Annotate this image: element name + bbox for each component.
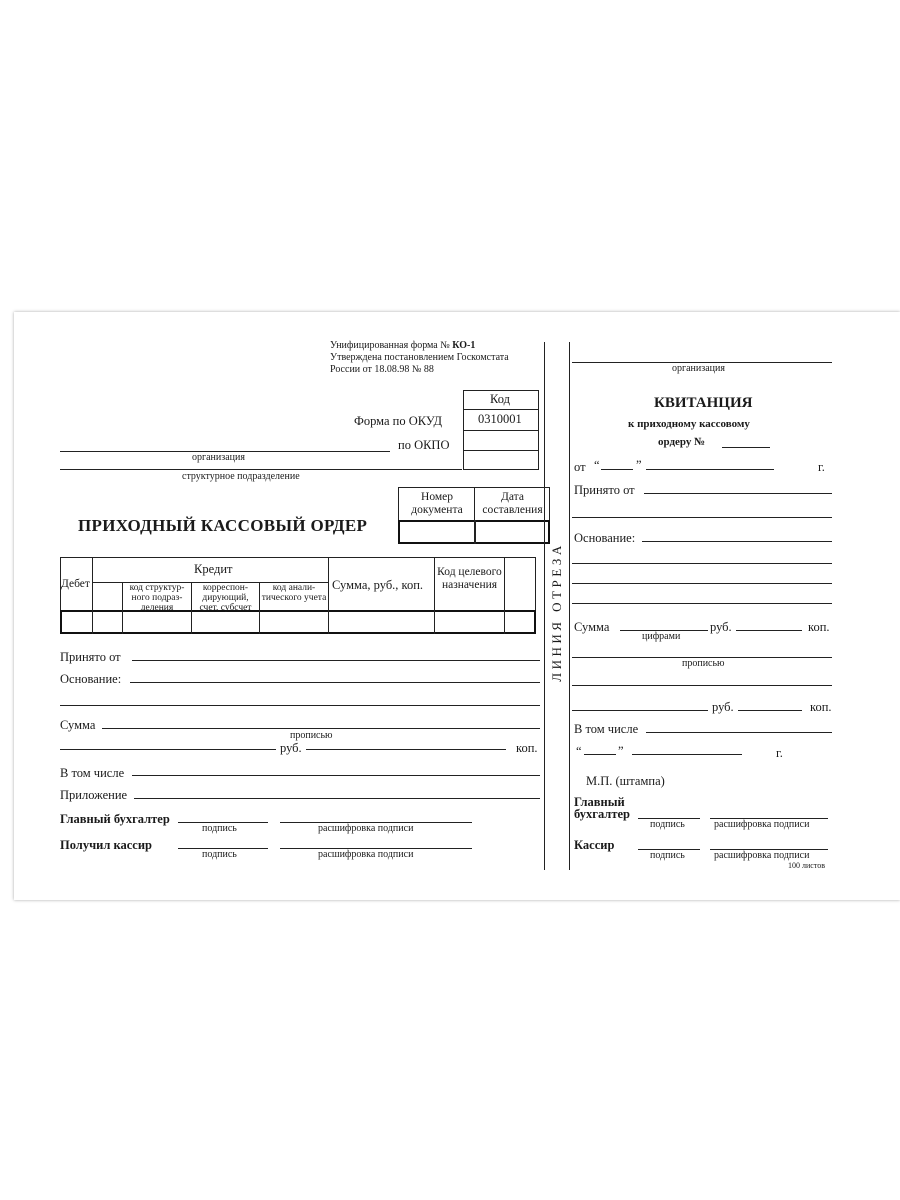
receipt-month-field[interactable]: [646, 469, 774, 470]
receipt-quote-close: ”: [636, 458, 642, 472]
amount-words-field[interactable]: [102, 728, 540, 729]
okud-label: Форма по ОКУД: [354, 414, 442, 428]
receipt-signature-decode-caption: расшифровка подписи: [714, 850, 810, 861]
debit-header: Дебет: [61, 578, 90, 590]
cut-line-left: [544, 342, 545, 870]
credit-header: Кредит: [194, 562, 233, 576]
receipt-from-label: от: [574, 460, 586, 474]
rub-label: руб.: [280, 741, 302, 755]
receipt-amount-words-field-2[interactable]: [572, 685, 832, 686]
receipt-chief-accountant-label: Главный бухгалтер: [574, 795, 630, 821]
receipt-signature-decode-caption: расшифровка подписи: [714, 819, 810, 830]
receipt-quote-close-2: ”: [618, 744, 624, 758]
basis-field-2[interactable]: [60, 705, 540, 706]
receipt-including-field[interactable]: [646, 732, 832, 733]
credit-sub-structural: код структур-ного подраз-деления: [129, 583, 185, 613]
form-code-line: Унифицированная форма № КО-1: [330, 340, 476, 351]
receipt-basis-field-2[interactable]: [572, 563, 832, 564]
form-sheet: [14, 312, 900, 900]
receipt-basis-field[interactable]: [642, 541, 832, 542]
receipt-cashier-label: Кассир: [574, 838, 615, 852]
code-header: Код: [490, 392, 510, 406]
okpo-label: по ОКПО: [398, 438, 450, 452]
receipt-kop-label-2: коп.: [810, 700, 832, 714]
cut-line-right: [569, 342, 570, 870]
chief-accountant-label: Главный бухгалтер: [60, 812, 170, 826]
receipt-rub-label: руб.: [710, 620, 732, 634]
credit-sub-account: корреспон-дирующий, счет, субсчет: [199, 583, 252, 613]
receipt-organization-caption: организация: [672, 363, 725, 374]
purpose-header: Код целевого назначения: [437, 566, 502, 591]
receipt-amount-words-field-3[interactable]: [572, 710, 708, 711]
sum-header: Сумма, руб., коп.: [332, 578, 424, 592]
received-from-label: Принято от: [60, 650, 121, 664]
doc-date-header: Дата составления: [482, 491, 543, 516]
receipt-subtitle-2: ордеру №: [658, 436, 706, 448]
accounting-table-value-row[interactable]: [60, 610, 536, 634]
appendix-label: Приложение: [60, 788, 128, 802]
receipt-quote-open-2: “: [576, 744, 582, 758]
signature-decode-caption: расшифровка подписи: [318, 849, 414, 860]
page-title: ПРИХОДНЫЙ КАССОВЫЙ ОРДЕР: [78, 516, 368, 535]
amount-label: Сумма: [60, 718, 96, 732]
receipt-received-from-label: Принято от: [574, 483, 635, 497]
receipt-year-label: г.: [818, 460, 825, 474]
signature-caption: подпись: [202, 823, 237, 834]
receipt-basis-label: Основание:: [574, 531, 636, 545]
receipt-basis-field-4[interactable]: [572, 603, 832, 604]
receipt-kop-words-field[interactable]: [738, 710, 802, 711]
receipt-received-from-field[interactable]: [644, 493, 832, 494]
signature-caption: подпись: [202, 849, 237, 860]
receipt-signature-caption: подпись: [650, 850, 685, 861]
receipt-amount-label: Сумма: [574, 620, 610, 634]
receipt-order-number-field[interactable]: [722, 447, 770, 448]
including-label: В том числе: [60, 766, 125, 780]
receipt-stamp-label: М.П. (штампа): [586, 774, 665, 788]
rub-field[interactable]: [306, 749, 506, 750]
receipt-basis-field-3[interactable]: [572, 583, 832, 584]
amount-words-field-2[interactable]: [60, 749, 276, 750]
receipt-year-label-2: г.: [776, 746, 783, 760]
approval-date-line: России от 18.08.98 № 88: [330, 364, 434, 375]
receipt-month-field-2[interactable]: [632, 754, 742, 755]
receipt-subtitle-1: к приходному кассовому: [628, 418, 750, 430]
in-words-caption: прописью: [290, 730, 333, 741]
receipt-day-field-2[interactable]: [584, 754, 616, 755]
receipt-including-label: В том числе: [574, 722, 639, 736]
signature-decode-caption: расшифровка подписи: [318, 823, 414, 834]
okud-value[interactable]: 0310001: [478, 412, 522, 426]
kop-label: коп.: [516, 741, 538, 755]
organization-caption: организация: [192, 452, 245, 463]
cashier-label: Получил кассир: [60, 838, 152, 852]
receipt-kop-digits-field[interactable]: [736, 630, 802, 631]
basis-field[interactable]: [130, 682, 540, 683]
basis-label: Основание:: [60, 672, 122, 686]
receipt-in-digits-caption: цифрами: [642, 631, 681, 642]
doc-number-header: Номер документа: [411, 491, 463, 516]
appendix-field[interactable]: [134, 798, 540, 799]
credit-sub-analytics: код анали-тического учета: [261, 583, 327, 603]
receipt-day-field[interactable]: [601, 469, 633, 470]
subdivision-field[interactable]: [60, 469, 462, 470]
receipt-kop-label: коп.: [808, 620, 830, 634]
receipt-in-words-caption: прописью: [682, 658, 725, 669]
sheets-count: 100 листов: [788, 861, 825, 870]
cut-line-label: ЛИНИЯ ОТРЕЗА: [549, 542, 564, 682]
receipt-received-from-field-2[interactable]: [572, 517, 832, 518]
including-field[interactable]: [132, 775, 540, 776]
approval-line: Утверждена постановлением Госкомстата: [330, 352, 509, 363]
receipt-quote-open: “: [594, 458, 600, 472]
receipt-title: КВИТАНЦИЯ: [654, 395, 753, 411]
receipt-signature-caption: подпись: [650, 819, 685, 830]
subdivision-caption: структурное подразделение: [182, 471, 300, 482]
received-from-field[interactable]: [132, 660, 540, 661]
receipt-rub-label-2: руб.: [712, 700, 734, 714]
